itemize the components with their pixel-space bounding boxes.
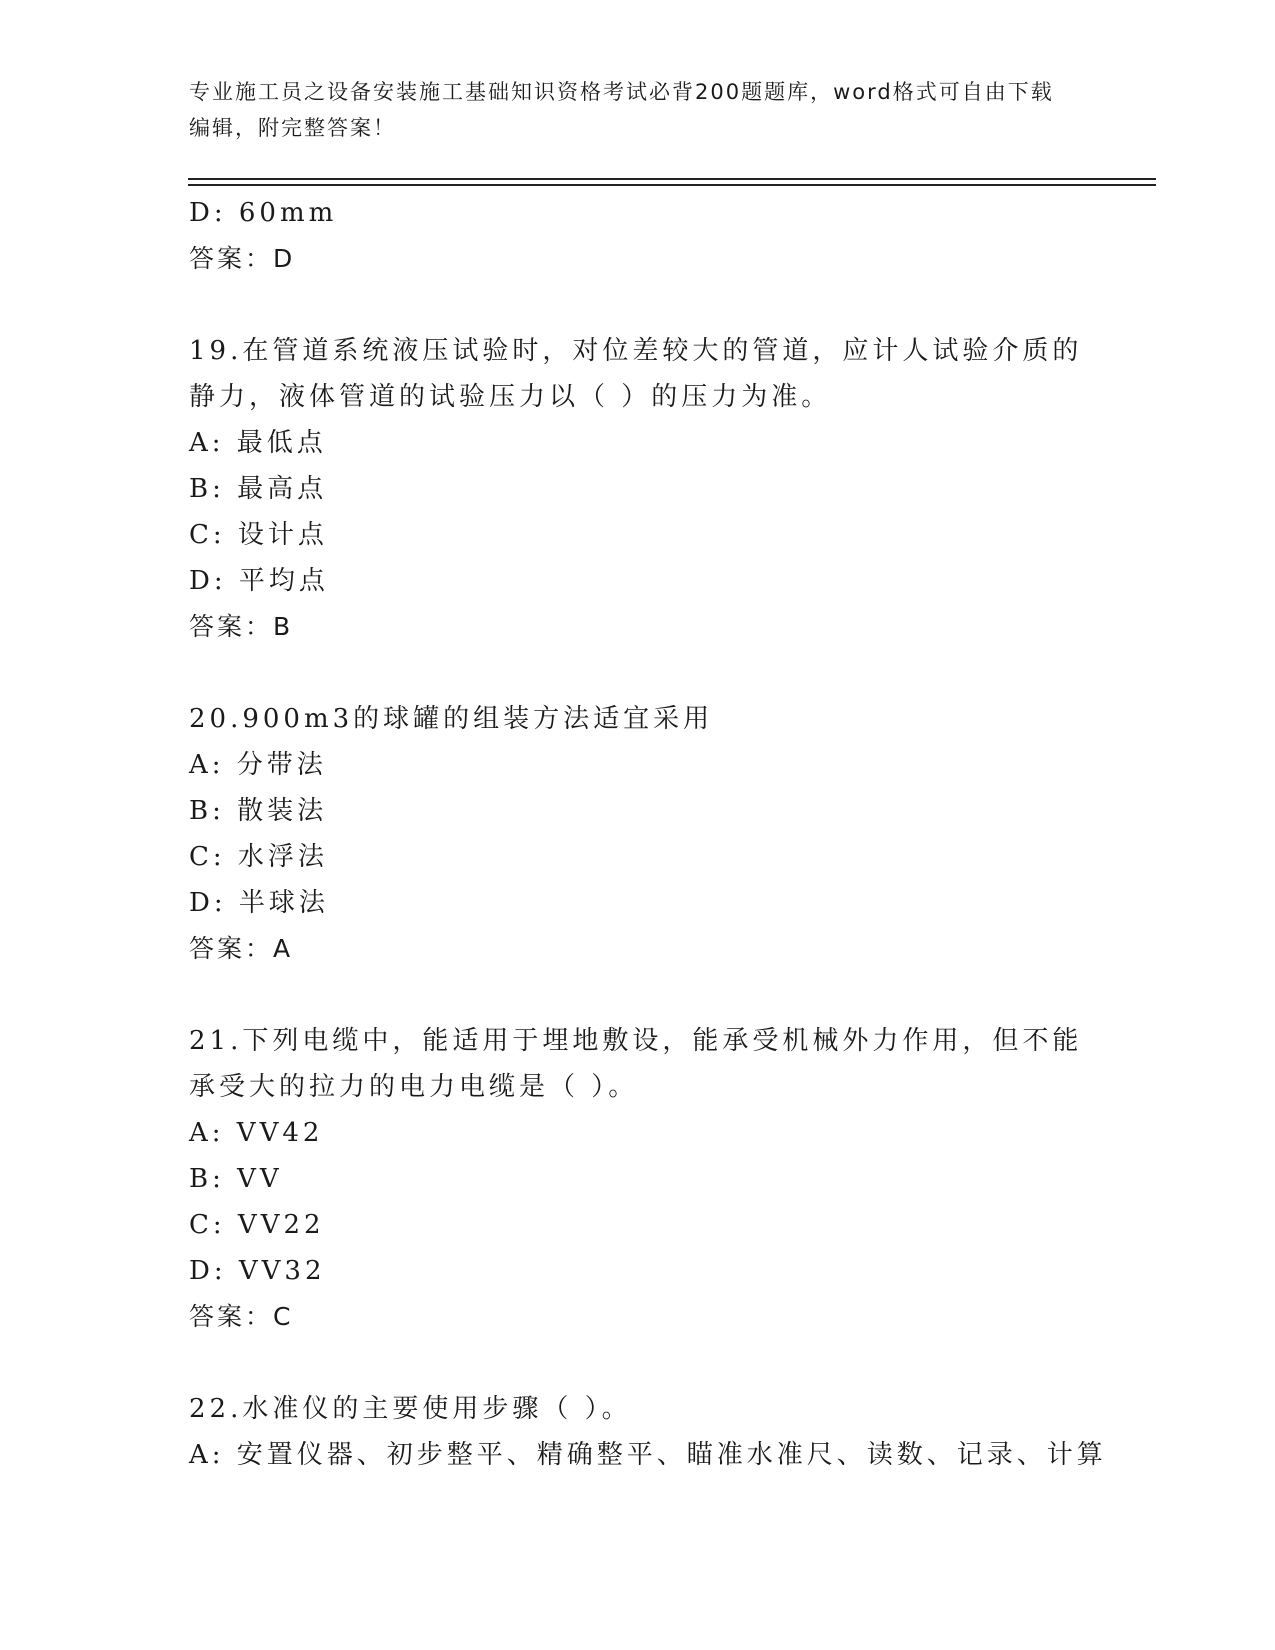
option-c: C: 水浮法	[189, 842, 328, 872]
question-list	[189, 190, 1107, 1478]
question-stem: 20.900m3的球罐的组装方法适宜采用	[189, 704, 714, 734]
spacer	[189, 650, 1089, 696]
option-d: D: 半球法	[189, 888, 329, 918]
spacer	[189, 972, 1089, 1018]
option-c: C: 设计点	[189, 520, 328, 550]
option-d: D: VV32	[189, 1256, 326, 1286]
answer: 答案：D	[189, 244, 296, 273]
option-b: B: 散装法	[189, 796, 328, 826]
spacer	[189, 282, 1089, 328]
option-d: D: 60mm	[189, 198, 338, 228]
question-stem: 21.下列电缆中，能适用于埋地敷设，能承受机械外力作用，但不能承受大的拉力的电力电缆是（ ）。	[189, 1026, 1083, 1102]
question-21	[189, 1018, 1089, 1340]
question-19	[189, 328, 1089, 650]
question-20	[189, 696, 1089, 972]
option-a: A: 最低点	[189, 428, 327, 458]
option-d: D: 平均点	[189, 566, 329, 596]
option-b: B: VV	[189, 1164, 283, 1194]
answer: 答案：C	[189, 1302, 294, 1331]
option-b: B: 最高点	[189, 474, 328, 504]
option-c: C: VV22	[189, 1210, 325, 1240]
question-22	[189, 1386, 1107, 1478]
document-header: 专业施工员之设备安装施工基础知识资格考试必背200题题库，word格式可自由下载编辑，附完整答案！	[189, 80, 1054, 140]
question-stem: 22.水准仪的主要使用步骤（ ）。	[189, 1394, 632, 1424]
option-a: A: 安置仪器、初步整平、精确整平、瞄准水准尺、读数、记录、计算	[189, 1440, 1107, 1470]
option-a: A: 分带法	[189, 750, 327, 780]
spacer	[189, 1340, 1089, 1386]
answer: 答案：B	[189, 612, 294, 641]
question-stem: 19.在管道系统液压试验时，对位差较大的管道，应计人试验介质的静力，液体管道的试验压力以（ ）的压力为准。	[189, 336, 1083, 412]
header-divider-top	[188, 178, 1156, 180]
option-a: A: VV42	[189, 1118, 324, 1148]
header-divider-bottom	[188, 184, 1156, 186]
answer: 答案：A	[189, 934, 294, 963]
